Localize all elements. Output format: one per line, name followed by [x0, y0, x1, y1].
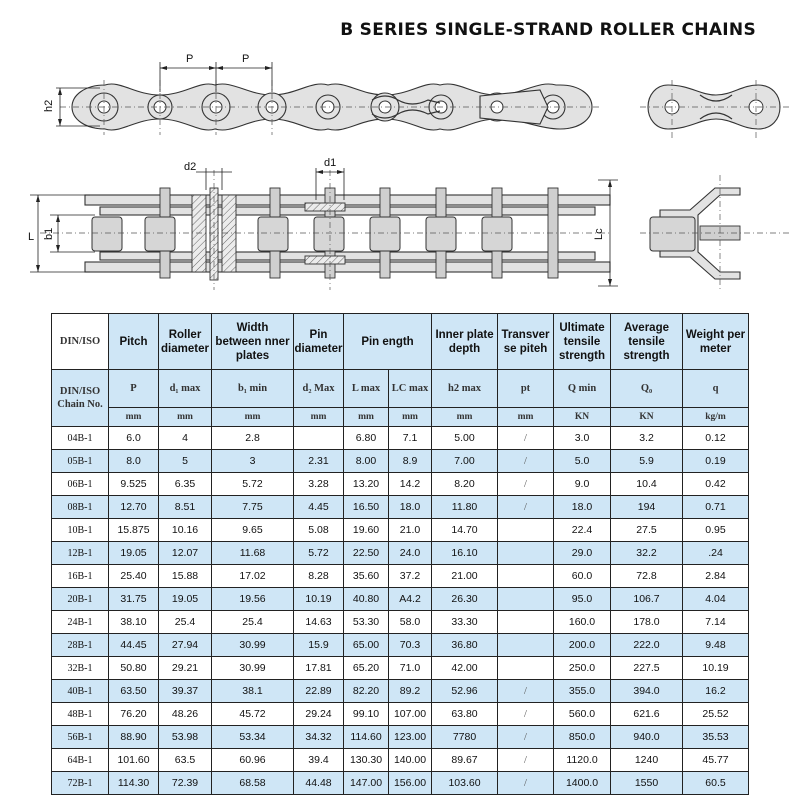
table-cell: 89.2 [389, 680, 432, 703]
header-row-units [52, 408, 749, 427]
table-cell: 31.75 [109, 588, 159, 611]
table-cell: 44.48 [294, 772, 344, 795]
table-cell: 25.4 [212, 611, 294, 634]
table-row [52, 611, 749, 634]
table-cell: 71.0 [389, 657, 432, 680]
unit-cell: mm [432, 408, 498, 427]
table-cell: 15.9 [294, 634, 344, 657]
table-cell: 8.9 [389, 450, 432, 473]
table-row [52, 450, 749, 473]
table-cell: 53.30 [344, 611, 389, 634]
table-cell: 6.0 [109, 427, 159, 450]
table-row [52, 496, 749, 519]
table-cell [498, 634, 554, 657]
table-cell: 60.96 [212, 749, 294, 772]
table-cell: 29.21 [159, 657, 212, 680]
table-cell: 2.8 [212, 427, 294, 450]
bottom-view-chain [28, 157, 618, 290]
table-cell: 36.80 [432, 634, 498, 657]
table-cell: 0.19 [683, 450, 749, 473]
table-cell: 11.68 [212, 542, 294, 565]
bottom-right-section [640, 175, 790, 292]
table-cell: 63.50 [109, 680, 159, 703]
table-cell: 0.95 [683, 519, 749, 542]
table-cell: 33.30 [432, 611, 498, 634]
table-row [52, 772, 749, 795]
table-cell: 17.81 [294, 657, 344, 680]
header-inner-plate: Inner plate depth [432, 314, 498, 370]
table-cell: 106.7 [611, 588, 683, 611]
header-ultimate: Ultimate tensile strength [554, 314, 611, 370]
chain-number-cell: 24B-1 [52, 611, 109, 634]
header-pin-diameter: Pin diameter [294, 314, 344, 370]
table-cell: 30.99 [212, 634, 294, 657]
table-cell [498, 611, 554, 634]
table-row [52, 565, 749, 588]
unit-cell: mm [344, 408, 389, 427]
table-cell: 19.60 [344, 519, 389, 542]
table-cell: 29.24 [294, 703, 344, 726]
table-cell: 35.53 [683, 726, 749, 749]
table-cell: 18.0 [554, 496, 611, 519]
table-cell: 7780 [432, 726, 498, 749]
table-cell: 99.10 [344, 703, 389, 726]
table-cell: 25.52 [683, 703, 749, 726]
table-cell: 4 [159, 427, 212, 450]
table-cell: / [498, 772, 554, 795]
specification-table-wrap [51, 313, 748, 795]
table-cell: 940.0 [611, 726, 683, 749]
table-cell: 22.50 [344, 542, 389, 565]
table-cell: 9.525 [109, 473, 159, 496]
table-cell: 37.2 [389, 565, 432, 588]
table-cell: 560.0 [554, 703, 611, 726]
table-cell: 123.00 [389, 726, 432, 749]
table-cell: 22.89 [294, 680, 344, 703]
table-cell: 8.00 [344, 450, 389, 473]
table-cell: 3.28 [294, 473, 344, 496]
table-cell: 5.08 [294, 519, 344, 542]
sym-b1: b₁ min [212, 370, 294, 408]
table-cell: / [498, 473, 554, 496]
table-cell: 10.4 [611, 473, 683, 496]
unit-cell: mm [212, 408, 294, 427]
table-cell: 1120.0 [554, 749, 611, 772]
table-cell: 89.67 [432, 749, 498, 772]
table-cell: 3.2 [611, 427, 683, 450]
table-cell: 60.5 [683, 772, 749, 795]
chain-number-cell: 48B-1 [52, 703, 109, 726]
table-cell [498, 519, 554, 542]
table-cell: 14.63 [294, 611, 344, 634]
table-cell: 72.8 [611, 565, 683, 588]
table-cell: 58.0 [389, 611, 432, 634]
table-cell: 250.0 [554, 657, 611, 680]
h2-label: h2 [43, 99, 55, 112]
table-cell: 18.0 [389, 496, 432, 519]
table-cell: 24.0 [389, 542, 432, 565]
table-cell: 9.65 [212, 519, 294, 542]
table-cell: 1240 [611, 749, 683, 772]
table-cell: 63.80 [432, 703, 498, 726]
b1-label: b1 [43, 227, 55, 240]
table-row [52, 588, 749, 611]
table-cell: 2.84 [683, 565, 749, 588]
table-cell: 39.37 [159, 680, 212, 703]
table-cell: 15.88 [159, 565, 212, 588]
sym-pt: pt [498, 370, 554, 408]
table-cell: 42.00 [432, 657, 498, 680]
table-body [52, 427, 749, 795]
table-cell [498, 657, 554, 680]
lc-label: Lc [593, 228, 605, 240]
table-cell: 45.72 [212, 703, 294, 726]
table-cell: 8.51 [159, 496, 212, 519]
table-row [52, 726, 749, 749]
table-cell: / [498, 703, 554, 726]
table-cell: .24 [683, 542, 749, 565]
table-cell: 10.19 [294, 588, 344, 611]
table-cell: 16.2 [683, 680, 749, 703]
table-cell: 60.0 [554, 565, 611, 588]
sym-d1: d₁ max [159, 370, 212, 408]
table-cell: 6.80 [344, 427, 389, 450]
table-cell: 10.19 [683, 657, 749, 680]
table-cell: 30.99 [212, 657, 294, 680]
table-cell: 52.96 [432, 680, 498, 703]
table-cell: 222.0 [611, 634, 683, 657]
table-cell: 114.60 [344, 726, 389, 749]
sym-d2: d₂ Max [294, 370, 344, 408]
table-cell: 17.02 [212, 565, 294, 588]
table-cell: 103.60 [432, 772, 498, 795]
table-cell: 11.80 [432, 496, 498, 519]
table-cell: 147.00 [344, 772, 389, 795]
header-pitch: Pitch [109, 314, 159, 370]
sym-qw: q [683, 370, 749, 408]
table-cell: 27.5 [611, 519, 683, 542]
header-pin-length: Pin ength [344, 314, 432, 370]
chain-number-cell: 16B-1 [52, 565, 109, 588]
table-cell: 12.70 [109, 496, 159, 519]
table-cell [498, 588, 554, 611]
table-cell: 16.10 [432, 542, 498, 565]
table-cell: 114.30 [109, 772, 159, 795]
d2-label: d2 [184, 161, 197, 173]
sym-p: P [109, 370, 159, 408]
table-cell: 38.10 [109, 611, 159, 634]
table-cell: 29.0 [554, 542, 611, 565]
header-transverse: Transver se piteh [498, 314, 554, 370]
table-row [52, 680, 749, 703]
table-cell: 7.00 [432, 450, 498, 473]
table-cell: 13.20 [344, 473, 389, 496]
chain-number-cell: 06B-1 [52, 473, 109, 496]
table-cell: 27.94 [159, 634, 212, 657]
table-cell: 200.0 [554, 634, 611, 657]
table-cell: 5 [159, 450, 212, 473]
sym-q: Q min [554, 370, 611, 408]
chain-number-cell: 56B-1 [52, 726, 109, 749]
header-roller: Roller diameter [159, 314, 212, 370]
d1-label: d1 [324, 157, 337, 169]
table-cell: 50.80 [109, 657, 159, 680]
table-cell: 26.30 [432, 588, 498, 611]
pitch-label-1: P [186, 53, 194, 65]
header-row-symbols [52, 370, 749, 408]
table-cell: 19.05 [109, 542, 159, 565]
table-cell: 63.5 [159, 749, 212, 772]
sym-h2: h2 max [432, 370, 498, 408]
unit-cell: mm [159, 408, 212, 427]
table-cell: / [498, 749, 554, 772]
table-cell: 82.20 [344, 680, 389, 703]
unit-cell: KN [611, 408, 683, 427]
table-cell: 39.4 [294, 749, 344, 772]
table-cell: 3.0 [554, 427, 611, 450]
table-cell: / [498, 450, 554, 473]
table-cell: 72.39 [159, 772, 212, 795]
table-cell: 19.56 [212, 588, 294, 611]
table-cell: 8.0 [109, 450, 159, 473]
table-cell: 35.60 [344, 565, 389, 588]
unit-cell: kg/m [683, 408, 749, 427]
table-cell: 48.26 [159, 703, 212, 726]
top-view-chain [43, 53, 600, 135]
unit-cell: mm [109, 408, 159, 427]
table-cell: 45.77 [683, 749, 749, 772]
top-right-profile [640, 80, 790, 140]
table-cell: 65.00 [344, 634, 389, 657]
header-chain-no: DIN/ISO Chain No. [52, 370, 109, 427]
table-row [52, 427, 749, 450]
table-cell: 5.9 [611, 450, 683, 473]
table-cell: 5.72 [294, 542, 344, 565]
table-cell: 25.40 [109, 565, 159, 588]
chain-number-cell: 10B-1 [52, 519, 109, 542]
table-row [52, 657, 749, 680]
table-cell: 355.0 [554, 680, 611, 703]
unit-cell: mm [294, 408, 344, 427]
table-cell: A4.2 [389, 588, 432, 611]
table-cell: 140.00 [389, 749, 432, 772]
table-cell: / [498, 496, 554, 519]
chain-number-cell: 28B-1 [52, 634, 109, 657]
table-cell: 4.45 [294, 496, 344, 519]
table-cell: 1550 [611, 772, 683, 795]
table-cell: 34.32 [294, 726, 344, 749]
table-cell: 0.42 [683, 473, 749, 496]
table-row [52, 703, 749, 726]
table-cell: 44.45 [109, 634, 159, 657]
table-cell: 130.30 [344, 749, 389, 772]
table-cell: 8.28 [294, 565, 344, 588]
table-cell: 53.98 [159, 726, 212, 749]
unit-cell: KN [554, 408, 611, 427]
sym-l: L max [344, 370, 389, 408]
unit-cell: mm [389, 408, 432, 427]
table-cell: 4.04 [683, 588, 749, 611]
chain-number-cell: 05B-1 [52, 450, 109, 473]
table-cell: 101.60 [109, 749, 159, 772]
sym-lc: LC max [389, 370, 432, 408]
table-row [52, 473, 749, 496]
table-cell: 227.5 [611, 657, 683, 680]
table-cell: 7.14 [683, 611, 749, 634]
table-cell: 10.16 [159, 519, 212, 542]
chain-number-cell: 04B-1 [52, 427, 109, 450]
table-cell: 70.3 [389, 634, 432, 657]
table-cell: 5.0 [554, 450, 611, 473]
table-cell: 394.0 [611, 680, 683, 703]
l-label: L [28, 231, 35, 243]
chain-number-cell: 32B-1 [52, 657, 109, 680]
chain-technical-drawings [0, 0, 800, 300]
pitch-label-2: P [242, 53, 250, 65]
table-cell: 160.0 [554, 611, 611, 634]
table-cell: 21.0 [389, 519, 432, 542]
table-cell: 194 [611, 496, 683, 519]
table-cell: 0.12 [683, 427, 749, 450]
table-cell: 76.20 [109, 703, 159, 726]
table-row [52, 749, 749, 772]
table-cell: 40.80 [344, 588, 389, 611]
chain-number-cell: 08B-1 [52, 496, 109, 519]
chain-number-cell: 12B-1 [52, 542, 109, 565]
table-cell: 14.2 [389, 473, 432, 496]
chain-number-cell: 20B-1 [52, 588, 109, 611]
table-cell: 8.20 [432, 473, 498, 496]
table-cell: 1400.0 [554, 772, 611, 795]
table-cell: 3 [212, 450, 294, 473]
table-row [52, 634, 749, 657]
table-row [52, 542, 749, 565]
table-cell: / [498, 726, 554, 749]
table-cell: / [498, 680, 554, 703]
table-cell: 25.4 [159, 611, 212, 634]
specification-table [51, 313, 749, 795]
table-cell: 5.72 [212, 473, 294, 496]
unit-cell: mm [498, 408, 554, 427]
table-cell: 68.58 [212, 772, 294, 795]
table-cell: 107.00 [389, 703, 432, 726]
page-title: B SERIES SINGLE-STRAND ROLLER CHAINS [340, 20, 756, 40]
table-cell [294, 427, 344, 450]
table-cell [498, 565, 554, 588]
sym-q0: Q₀ [611, 370, 683, 408]
table-cell: 12.07 [159, 542, 212, 565]
table-cell: 7.1 [389, 427, 432, 450]
table-cell: 15.875 [109, 519, 159, 542]
table-cell: / [498, 427, 554, 450]
table-cell: 53.34 [212, 726, 294, 749]
header-din: DIN/ISO [52, 314, 109, 370]
table-cell: 9.48 [683, 634, 749, 657]
table-cell: 88.90 [109, 726, 159, 749]
table-cell: 32.2 [611, 542, 683, 565]
table-cell: 65.20 [344, 657, 389, 680]
header-average: Average tensile strength [611, 314, 683, 370]
table-cell: 19.05 [159, 588, 212, 611]
table-cell: 95.0 [554, 588, 611, 611]
table-cell: 5.00 [432, 427, 498, 450]
header-weight: Weight per meter [683, 314, 749, 370]
header-width: Width between nner plates [212, 314, 294, 370]
table-cell: 7.75 [212, 496, 294, 519]
table-cell: 6.35 [159, 473, 212, 496]
table-cell: 14.70 [432, 519, 498, 542]
header-row-names [52, 314, 749, 370]
table-cell: 156.00 [389, 772, 432, 795]
chain-number-cell: 72B-1 [52, 772, 109, 795]
table-cell [498, 542, 554, 565]
table-cell: 16.50 [344, 496, 389, 519]
table-cell: 2.31 [294, 450, 344, 473]
table-cell: 21.00 [432, 565, 498, 588]
chain-number-cell: 40B-1 [52, 680, 109, 703]
table-cell: 38.1 [212, 680, 294, 703]
table-cell: 9.0 [554, 473, 611, 496]
table-cell: 621.6 [611, 703, 683, 726]
table-cell: 178.0 [611, 611, 683, 634]
chain-number-cell: 64B-1 [52, 749, 109, 772]
table-cell: 22.4 [554, 519, 611, 542]
table-row [52, 519, 749, 542]
table-cell: 0.71 [683, 496, 749, 519]
table-cell: 850.0 [554, 726, 611, 749]
